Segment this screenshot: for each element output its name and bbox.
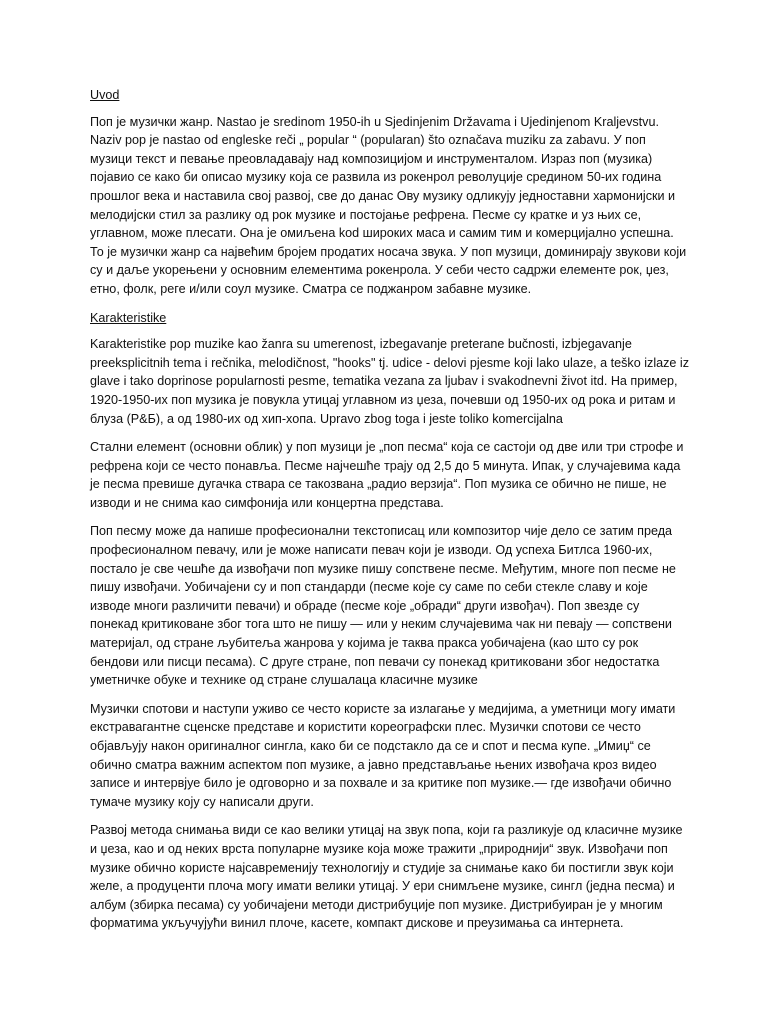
heading-characteristics: Karakteristike [90, 310, 167, 325]
paragraph-intro: Поп је музички жанр. Nastao je sredinom 1950-ih u Sjedinjenim Državama i Ujedinjenom Kraljevstvu. Naziv pop je nastao od engleske reči „ popular “ (popularan) što označava muziku za zabavu. У поп музици текст и певање преовладавају над композицијом и инструменталом. Израз поп (музика) појавио се како би описао музику која се развила из рокенрол револуције средином 50-их година прошлог века и наставила свој развој, све до данас Ову музику одликују једноставни хармонијски и мелодијски стил за разлику од рок музике и постојање рефрена. Песме су кратке и уз њих се, углавном, може плесати. Она је омиљена kod широких маса и самим тим и комерцијално успешна. То је музички жанр са највећим бројем продатих носача звука. У поп музици, доминирају звукови који су и даље укорењени у основним елементима рокенрола. У себи често садржи елементе рок, џез, етно, фолк, реге и/или соул музике. Сматра се поджанром забавне музике. [90, 114, 687, 296]
paragraph-recording: Развој метода снимања види се као велики утицај на звук попа, који га разликује од класичне музике и џеза, као и од неких врста популарне музике која може тражити „природнији“ звук. Извођачи поп музике обично користе најсавременију технологију и студије за снимање како би постигли звук који желе, а продуценти плоча могу имати велики утицај. У ери снимљене музике, сингл (једна песма) и албум (збирка песама) су уобичајени методи дистрибуције поп музике. Дистрибуиран је у многим форматима укључујући винил плоче, касете, компакт дискове и преузимања са интернета. [90, 823, 683, 931]
paragraph-songwriting: Поп песму може да напише професионални текстописац или композитор чије дело се затим преда професионалном певачу, или је може написати певач који је изводи. Од успеха Битлса 1960-их, постало је све чешће да извођачи поп музике пишу сопствене песме. Међутим, многе поп песме не пишу извођачи. Уобичајени су и поп стандарди (песме које су саме по себи стекле славу и које изводе многи различити певачи) и обраде (песме које „обради“ други извођач). Поп звезде су понекад критиковане због тога што не пишу — или у неким случајевима чак ни певају — сопствени материјал, од стране љубитеља жанрова у којима је таква пракса уобичајена (као што су рок бендови или писци песама). С друге стране, поп певачи су понекад критиковани због недостатка уметничке обуке и технике од стране слушалаца класичне музике [90, 524, 676, 688]
paragraph-song-structure: Стални елемент (основни облик) у поп музици је „поп песма“ која се састоји од две или три строфе и рефрена који се често понавља. Песме најчешће трају од 2,5 до 5 минута. Ипак, у случајевима када је песма превише дугачка ствара се такозвана „радио верзија“. Поп музика се обично не пише, не изводи и не снима као симфонија или концертна представа. [90, 440, 684, 510]
document-page [90, 86, 690, 943]
paragraph-music-videos: Музички спотови и наступи уживо се често користе за излагање у медијима, а уметници могу имати екстравагантне сценске представе и користити кореографски плес. Музички спотови се често објављују након оригиналног сингла, како би се подстакло да се и спот и песма купе. „Имиџ“ се обично сматра важним аспектом поп музике, а јавно представљање њених извођача кроз видео записе и интервјуе било је одговорно и за похвале и за критике поп музике.— где извођачи обично тумаче музику коју су написали други. [90, 701, 676, 809]
heading-intro: Uvod [90, 88, 120, 102]
paragraph-characteristics: Karakteristike pop muzike kao žanra su umerenost, izbegavanje preterane bučnosti, izbjegavanje preeksplicitnih tema i rečnika, melodičnost, "hooks" tj. udice - delovi pjesme koji lako ulaze, a teško izlaze iz glave i tako doprinose popularnosti pesme, tematika vezana za ljubav i svakodnevni život itd. На пример, 1920-1950-их поп музика је повукла утицај углавном из џеза, почевши од 1950-их од рока и ритам и блуза (Р&Б), а од 1980-их од хип-хопа. Upravo zbog toga i jeste toliko komercijalna [90, 337, 690, 426]
